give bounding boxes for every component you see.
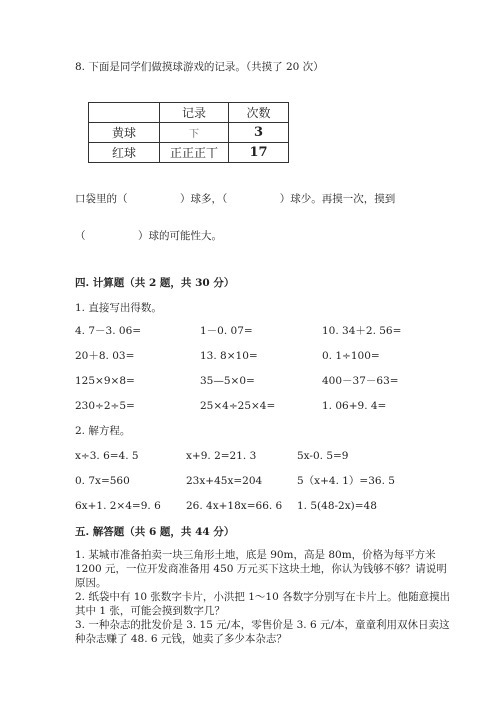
- equation-item: 23x+45x=204: [186, 475, 263, 487]
- question-8-title: 8. 下面是同学们做摸球游戏的记录。（共摸了 20 次）: [75, 61, 324, 73]
- calc-item: 25×4÷25×4=: [200, 400, 276, 412]
- equation-item: 0. 7x=560: [75, 475, 130, 487]
- calc-item: 1. 06+9. 4=: [322, 400, 387, 412]
- table-row: [89, 143, 289, 163]
- calc-item: 1－0. 07=: [200, 325, 253, 337]
- problem-line: 2. 纸袋中有 10 张数字卡片，小洪把 1～10 各数字分别写在卡片上。他随意摸出: [75, 591, 451, 603]
- equation-item: x÷3. 6=4. 5: [75, 450, 139, 462]
- count-cell: 17: [229, 143, 289, 163]
- problem-line: 3. 一种杂志的批发价是 3. 15 元/本，零售价是 3. 6 元/本，童童利用双休日卖这: [75, 619, 450, 631]
- calc-item: 125×9×8=: [75, 375, 135, 387]
- calc-item: 4. 7－3. 06=: [75, 325, 142, 337]
- table-header-row: [89, 103, 289, 123]
- equation-item: 1. 5(48-2x)=48: [297, 500, 377, 512]
- problem-line: 1. 某城市准备拍卖一块三角形土地，底是 90m，高是 80m，价格为每平方米: [75, 549, 436, 561]
- problem-line: 原因。: [75, 577, 107, 589]
- calc-item: 400－37－63=: [322, 375, 399, 387]
- problem-line: 其中 1 张，可能会摸到数字几？: [75, 605, 225, 617]
- equation-item: 6x+1. 2×4=9. 6: [75, 500, 161, 512]
- calc-item: 230÷2÷5=: [75, 400, 135, 412]
- section-5-heading: 五. 解答题（共 6 题，共 44 分）: [75, 526, 235, 538]
- table-row: [89, 123, 289, 143]
- calc-item: 20＋8. 03=: [75, 350, 135, 362]
- calc-q1-title: 1. 直接写出得数。: [75, 302, 162, 314]
- tally-cell: 正正正丅: [160, 143, 229, 163]
- table-header-cell: 记录: [160, 103, 229, 123]
- section-4-heading: 四. 计算题（共 2 题，共 30 分）: [75, 277, 235, 289]
- calc-q2-title: 2. 解方程。: [75, 425, 131, 437]
- question-8-line-1: 口袋里的（ ）球多，（ ）球少。再摸一次，摸到: [75, 193, 396, 205]
- equation-item: 5（x+4. 1）=36. 5: [297, 475, 395, 487]
- tally-cell: 下: [160, 123, 229, 143]
- calc-item: 35—5×0=: [200, 375, 255, 387]
- equation-item: 5x-0. 5=9: [297, 450, 349, 462]
- count-cell: 3: [229, 123, 289, 143]
- question-8-line-2: （ ）球的可能性大。: [75, 230, 222, 242]
- ball-name-cell: 红球: [89, 143, 160, 163]
- equation-item: x+9. 2=21. 3: [186, 450, 257, 462]
- problem-line: 1200 元，一位开发商准备用 450 万元买下这块土地，你认为钱够不够？请说明: [75, 563, 447, 575]
- calc-item: 13. 8×10=: [200, 350, 258, 362]
- ball-name-cell: 黄球: [89, 123, 160, 143]
- table-header-cell: [89, 103, 160, 123]
- table-header-cell: 次数: [229, 103, 289, 123]
- ball-record-table: [88, 102, 289, 163]
- equation-item: 26. 4x+18x=66. 6: [186, 500, 283, 512]
- problem-line: 种杂志赚了 48. 6 元钱，她卖了多少本杂志？: [75, 633, 287, 645]
- calc-item: 10. 34＋2. 56=: [322, 325, 402, 337]
- calc-item: 0. 1÷100=: [322, 350, 380, 362]
